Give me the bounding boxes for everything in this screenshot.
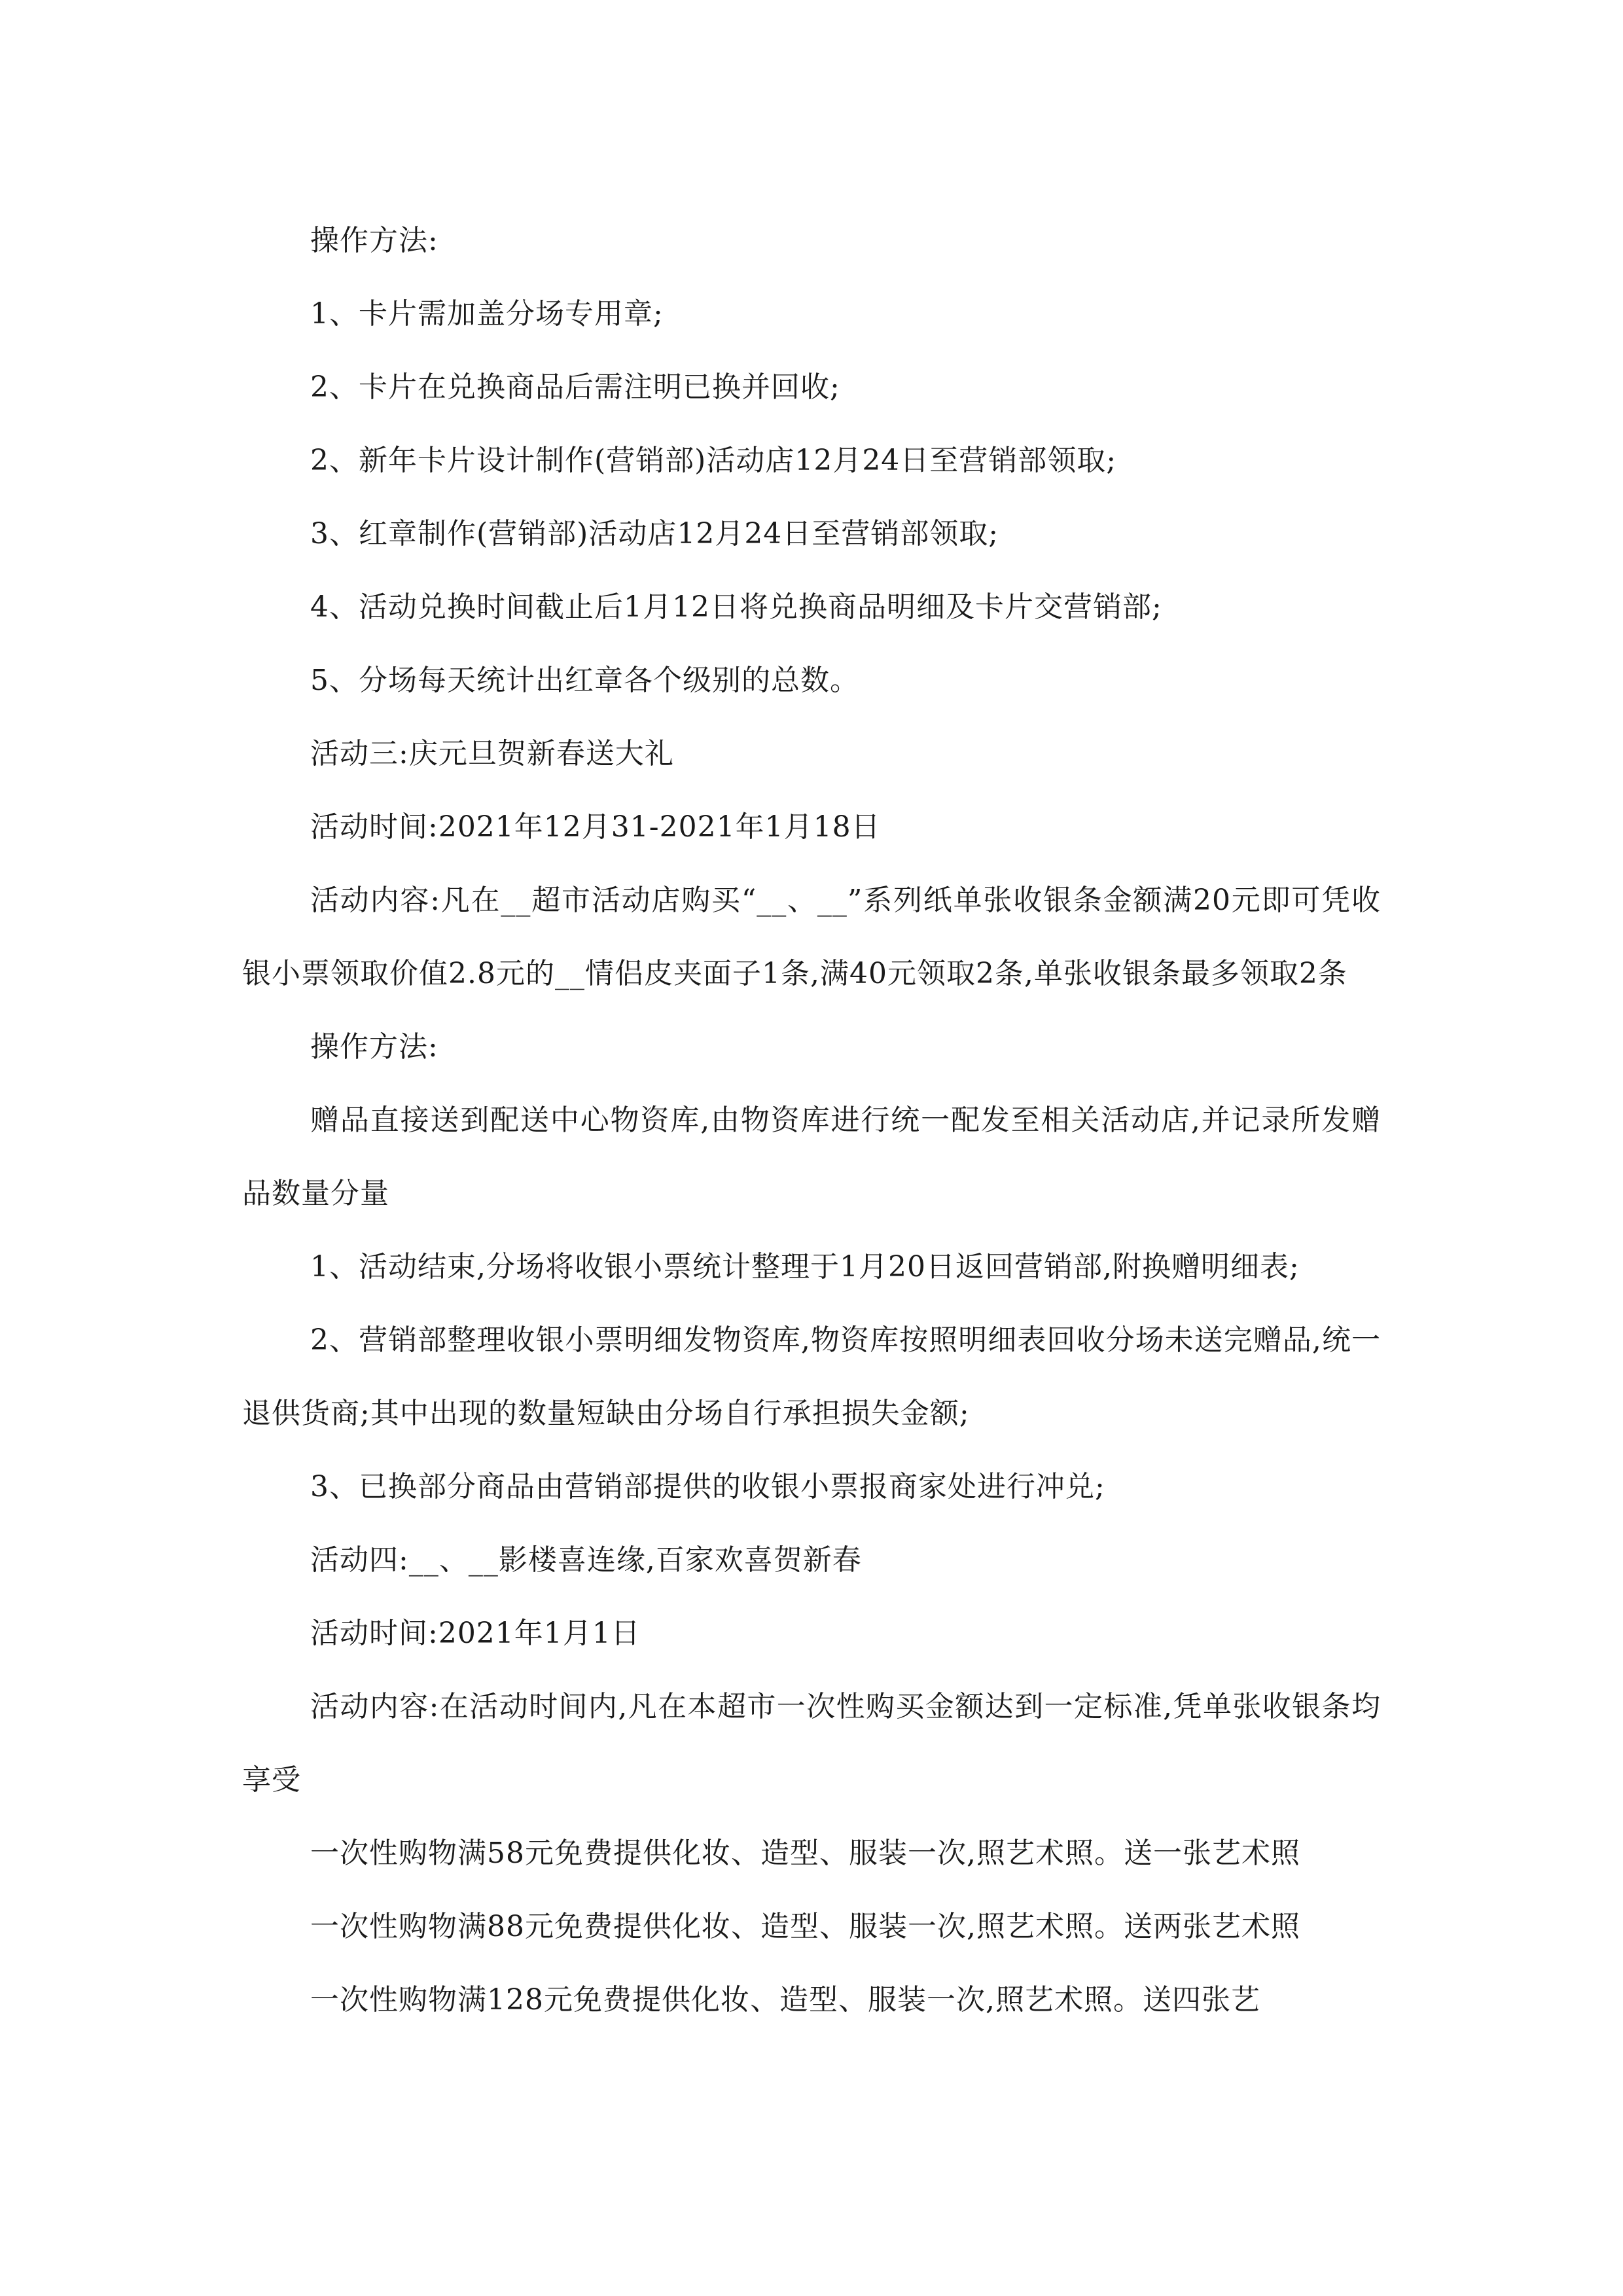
paragraph-step-activity-end: 1、活动结束,分场将收银小票统计整理于1月20日返回营销部,附换赠明细表;	[310, 1250, 1300, 1283]
paragraph-operation-method-1: 操作方法:	[310, 224, 438, 257]
paragraph-step-exchange: 3、已换部分商品由营销部提供的收银小票报商家处进行冲兑;	[310, 1470, 1105, 1503]
paragraph-tier-58: 一次性购物满58元免费提供化妆、造型、服装一次,照艺术照。送一张艺术照	[310, 1837, 1300, 1870]
paragraph-step-daily-count: 5、分场每天统计出红章各个级别的总数。	[310, 664, 859, 697]
paragraph-activity-four-title: 活动四:__、__影楼喜连缘,百家欢喜贺新春	[310, 1543, 862, 1577]
paragraph-tier-88: 一次性购物满88元免费提供化妆、造型、服装一次,照艺术照。送两张艺术照	[310, 1910, 1300, 1943]
document-body	[242, 204, 1381, 2037]
paragraph-step-stamp: 1、卡片需加盖分场专用章;	[310, 297, 664, 331]
paragraph-operation-method-2: 操作方法:	[310, 1030, 438, 1064]
paragraph-gift-delivery: 赠品直接送到配送中心物资库,由物资库进行统一配发至相关活动店,并记录所发赠品数量分量	[242, 1103, 1381, 1210]
paragraph-step-deadline: 4、活动兑换时间截止后1月12日将兑换商品明细及卡片交营销部;	[310, 590, 1162, 624]
paragraph-activity-three-title: 活动三:庆元旦贺新春送大礼	[310, 737, 674, 770]
paragraph-step-card-design: 2、新年卡片设计制作(营销部)活动店12月24日至营销部领取;	[310, 444, 1117, 477]
paragraph-activity-four-time: 活动时间:2021年1月1日	[310, 1617, 641, 1650]
paragraph-tier-128: 一次性购物满128元免费提供化妆、造型、服装一次,照艺术照。送四张艺	[310, 1983, 1260, 2017]
paragraph-step-marketing-sort: 2、营销部整理收银小票明细发物资库,物资库按照明细表回收分场未送完赠品,统一退供货商;其中出现的数量短缺由分场自行承担损失金额;	[242, 1323, 1381, 1430]
paragraph-step-recycle: 2、卡片在兑换商品后需注明已换并回收;	[310, 370, 840, 404]
paragraph-step-red-stamp: 3、红章制作(营销部)活动店12月24日至营销部领取;	[310, 517, 999, 550]
paragraph-activity-three-time: 活动时间:2021年12月31-2021年1月18日	[310, 810, 881, 844]
paragraph-activity-three-content: 活动内容:凡在__超市活动店购买“__、__”系列纸单张收银条金额满20元即可凭收银小票领取价值2.8元的__情侣皮夹面子1条,满40元领取2条,单张收银条最多领取2条	[242, 884, 1381, 990]
paragraph-activity-four-content: 活动内容:在活动时间内,凡在本超市一次性购买金额达到一定标准,凭单张收银条均享受	[242, 1690, 1381, 1797]
